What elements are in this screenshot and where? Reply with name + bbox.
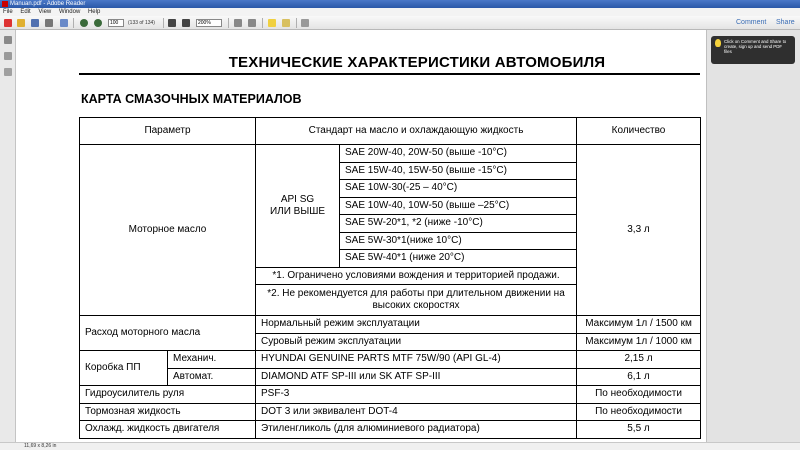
- window-titlebar: [0, 0, 800, 8]
- page-count: (133 of 134): [128, 20, 155, 26]
- engine-oil-grade: SAE 10W-40, 10W-50 (выше –25°С): [340, 197, 577, 215]
- tooltip-text: Click on Comment and Share to create, sign up and send PDF files: [724, 39, 787, 54]
- engine-oil-grade: SAE 10W-30(-25 – 40°С): [340, 180, 577, 198]
- brake-fluid-quantity: По необходимости: [577, 403, 701, 421]
- menu-edit[interactable]: Edit: [20, 9, 31, 15]
- menu-view[interactable]: View: [38, 9, 52, 15]
- menu-window[interactable]: Window: [58, 9, 81, 15]
- window-title: Manuan.pdf - Adobe Reader: [10, 1, 86, 7]
- bookmarks-icon[interactable]: [4, 52, 12, 60]
- zoom-out-icon[interactable]: [168, 19, 176, 27]
- toolbar-separator: [163, 18, 164, 28]
- page-number-input[interactable]: 100: [108, 19, 124, 27]
- table-row: [80, 386, 701, 404]
- transmission-manual-quantity: 2,15 л: [577, 351, 701, 369]
- table-row: [80, 421, 701, 439]
- fit-page-icon[interactable]: [234, 19, 242, 27]
- engine-oil-api-line2: ИЛИ ВЫШЕ: [269, 205, 326, 217]
- zoom-input[interactable]: 200%: [196, 19, 222, 27]
- coolant-label: Охлажд. жидкость двигателя: [80, 421, 256, 439]
- save-icon[interactable]: [31, 19, 39, 27]
- transmission-label: Коробка ПП: [80, 351, 168, 386]
- print-icon[interactable]: [45, 19, 53, 27]
- navigation-panel: [0, 30, 16, 442]
- adobe-reader-icon: [2, 1, 8, 7]
- engine-oil-grade: SAE 5W-20*1, *2 (ниже -10°С): [340, 215, 577, 233]
- consumption-normal: Нормальный режим эксплуатации: [256, 316, 577, 334]
- engine-oil-note-1: *1. Ограничено условиями вождения и территорией продажи.: [256, 267, 577, 285]
- engine-oil-label: Моторное масло: [80, 145, 256, 316]
- header-parameter: Параметр: [80, 118, 256, 145]
- table-row: [80, 368, 701, 386]
- toolbar-separator: [296, 18, 297, 28]
- comment-button[interactable]: Comment: [736, 19, 767, 26]
- engine-oil-grade: SAE 5W-30*1(ниже 10°С): [340, 232, 577, 250]
- consumption-severe-quantity: Максимум 1л / 1000 км: [577, 333, 701, 351]
- attachments-icon[interactable]: [4, 68, 12, 76]
- section-heading: КАРТА СМАЗОЧНЫХ МАТЕРИАЛОВ: [81, 92, 302, 106]
- page-size-label: 11,69 x 8,26 in: [24, 443, 57, 449]
- power-steering-label: Гидроусилитель руля: [80, 386, 256, 404]
- zoom-in-icon[interactable]: [182, 19, 190, 27]
- engine-oil-grade: SAE 15W-40, 15W-50 (выше -15°С): [340, 162, 577, 180]
- highlight-icon[interactable]: [282, 19, 290, 27]
- power-steering-spec: PSF-3: [256, 386, 577, 404]
- lightbulb-icon: [715, 39, 721, 47]
- share-button[interactable]: Share: [776, 19, 795, 26]
- power-steering-quantity: По необходимости: [577, 386, 701, 404]
- menu-file[interactable]: File: [3, 9, 13, 15]
- page-thumbnails-icon[interactable]: [4, 36, 12, 44]
- header-standard: Стандарт на масло и охлаждающую жидкость: [256, 118, 577, 145]
- create-pdf-icon[interactable]: [4, 19, 12, 27]
- comment-tooltip: [711, 36, 795, 64]
- document-title: ТЕХНИЧЕСКИЕ ХАРАКТЕРИСТИКИ АВТОМОБИЛЯ: [228, 54, 606, 71]
- transmission-auto-label: Автомат.: [168, 368, 256, 386]
- menu-bar: [0, 8, 800, 16]
- engine-oil-api-line1: API SG: [280, 193, 315, 205]
- coolant-quantity: 5,5 л: [577, 421, 701, 439]
- status-bar: [0, 442, 800, 450]
- previous-page-icon[interactable]: [80, 19, 88, 27]
- expand-icon[interactable]: [301, 19, 309, 27]
- toolbar-separator: [73, 18, 74, 28]
- engine-oil-api: [256, 145, 340, 268]
- table-header-row: [80, 118, 701, 145]
- coolant-spec: Этиленгликоль (для алюминиевого радиатора): [256, 421, 577, 439]
- comment-panel: [706, 30, 800, 442]
- fit-width-icon[interactable]: [248, 19, 256, 27]
- engine-oil-grade: SAE 20W-40, 20W-50 (выше -10°С): [340, 145, 577, 163]
- transmission-manual-label: Механич.: [168, 351, 256, 369]
- table-row: [80, 403, 701, 421]
- header-quantity: Количество: [577, 118, 701, 145]
- consumption-severe: Суровый режим эксплуатации: [256, 333, 577, 351]
- transmission-manual-spec: HYUNDAI GENUINE PARTS MTF 75W/90 (API GL-4): [256, 351, 577, 369]
- consumption-label: Расход моторного масла: [80, 316, 256, 351]
- transmission-auto-spec: DIAMOND ATF SP-III или SK ATF SP-III: [256, 368, 577, 386]
- next-page-icon[interactable]: [94, 19, 102, 27]
- engine-oil-grade: SAE 5W-40*1 (ниже 20°С): [340, 250, 577, 268]
- document-page: [17, 30, 706, 442]
- toolbar-separator: [262, 18, 263, 28]
- sticky-note-icon[interactable]: [268, 19, 276, 27]
- transmission-auto-quantity: 6,1 л: [577, 368, 701, 386]
- table-row: [80, 351, 701, 369]
- brake-fluid-spec: DOT 3 или эквивалент DOT-4: [256, 403, 577, 421]
- toolbar: [0, 16, 800, 30]
- open-folder-icon[interactable]: [17, 19, 25, 27]
- table-row: [80, 316, 701, 334]
- title-divider: [79, 73, 700, 75]
- consumption-normal-quantity: Максимум 1л / 1500 км: [577, 316, 701, 334]
- lubricant-table: [79, 117, 701, 439]
- brake-fluid-label: Тормозная жидкость: [80, 403, 256, 421]
- toolbar-separator: [228, 18, 229, 28]
- engine-oil-quantity: 3,3 л: [577, 145, 701, 316]
- engine-oil-note-2: *2. Не рекомендуется для работы при длительном движении на высоких скоростях: [256, 285, 577, 316]
- table-row: [80, 145, 701, 163]
- menu-help[interactable]: Help: [87, 9, 101, 15]
- email-icon[interactable]: [60, 19, 68, 27]
